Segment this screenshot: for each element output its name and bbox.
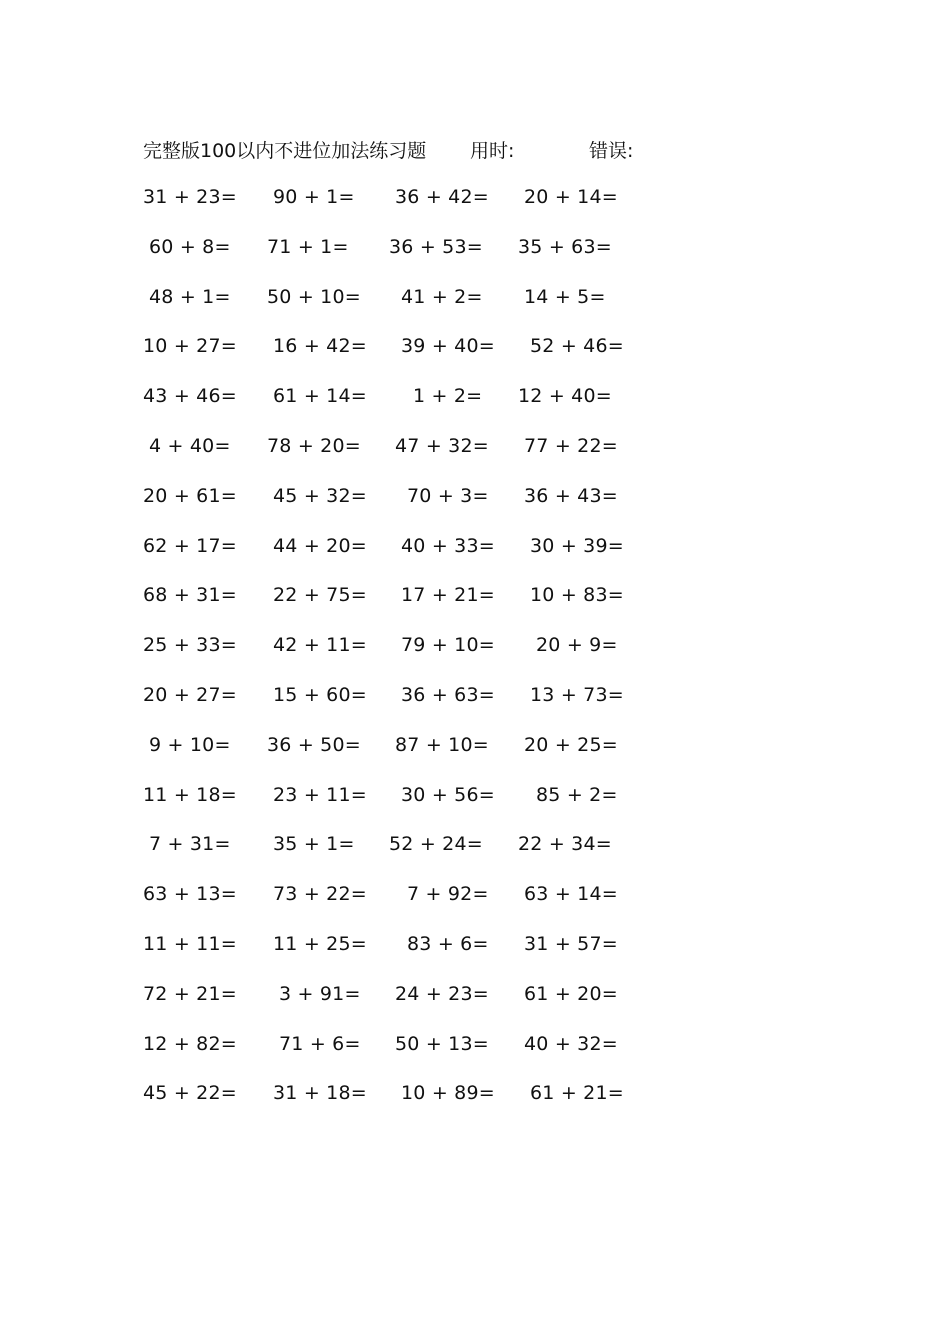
addition-problem: 41 + 2= [401,285,483,308]
problem-row [143,535,643,585]
problem-row [143,1082,643,1132]
problem-row [143,435,643,485]
addition-problem: 52 + 24= [389,833,483,856]
problem-row [143,933,643,983]
addition-problem: 22 + 75= [273,584,367,607]
addition-problem: 16 + 42= [273,335,367,358]
addition-problem: 20 + 14= [524,186,618,208]
addition-problem: 31 + 57= [524,932,618,955]
problem-row [143,784,643,834]
addition-problem: 10 + 27= [143,335,237,358]
addition-problem: 36 + 43= [524,484,618,507]
errors-label: 错误: [589,140,634,162]
problem-row [143,684,643,734]
addition-problem: 9 + 10= [149,733,231,756]
addition-problem: 48 + 1= [149,285,231,308]
addition-problem: 17 + 21= [401,584,495,607]
addition-problem: 62 + 17= [143,534,237,557]
addition-problem: 10 + 83= [530,584,624,607]
addition-problem: 12 + 82= [143,1032,237,1055]
addition-problem: 11 + 18= [143,783,237,806]
problem-row [143,335,643,385]
addition-problem: 43 + 46= [143,385,237,408]
addition-problem: 90 + 1= [273,186,355,208]
addition-problem: 83 + 6= [407,932,489,955]
addition-problem: 25 + 33= [143,634,237,657]
addition-problem: 60 + 8= [149,235,231,258]
addition-problem: 36 + 50= [267,733,361,756]
addition-problem: 14 + 5= [524,285,606,308]
addition-problem: 44 + 20= [273,534,367,557]
addition-problem: 1 + 2= [413,385,483,408]
addition-problem: 61 + 20= [524,982,618,1005]
addition-problem: 71 + 1= [267,235,349,258]
addition-problem: 11 + 11= [143,932,237,955]
worksheet-title: 完整版100以内不进位加法练习题 [143,140,427,162]
addition-problem: 22 + 34= [518,833,612,856]
addition-problem: 61 + 14= [273,385,367,408]
addition-problem: 13 + 73= [530,683,624,706]
addition-problem: 24 + 23= [395,982,489,1005]
addition-problem: 36 + 42= [395,186,489,208]
addition-problem: 36 + 53= [389,235,483,258]
addition-problem: 10 + 89= [401,1082,495,1105]
addition-problem: 35 + 1= [273,833,355,856]
addition-problem: 15 + 60= [273,683,367,706]
addition-problem: 12 + 40= [518,385,612,408]
addition-problem: 20 + 9= [536,634,618,657]
addition-problem: 40 + 33= [401,534,495,557]
addition-problem: 77 + 22= [524,434,618,457]
addition-problem: 42 + 11= [273,634,367,657]
time-used-label: 用时: [470,140,515,162]
problem-grid [143,186,643,1132]
addition-problem: 47 + 32= [395,434,489,457]
problem-row [143,983,643,1033]
addition-problem: 39 + 40= [401,335,495,358]
addition-problem: 30 + 56= [401,783,495,806]
addition-problem: 71 + 6= [279,1032,361,1055]
problem-row [143,236,643,286]
addition-problem: 3 + 91= [279,982,361,1005]
addition-problem: 4 + 40= [149,434,231,457]
addition-problem: 78 + 20= [267,434,361,457]
addition-problem: 63 + 14= [524,883,618,906]
addition-problem: 63 + 13= [143,883,237,906]
addition-problem: 31 + 23= [143,186,237,208]
problem-row [143,385,643,435]
addition-problem: 52 + 46= [530,335,624,358]
addition-problem: 20 + 27= [143,683,237,706]
addition-problem: 20 + 25= [524,733,618,756]
problem-row [143,634,643,684]
addition-problem: 30 + 39= [530,534,624,557]
addition-problem: 20 + 61= [143,484,237,507]
addition-problem: 50 + 13= [395,1032,489,1055]
problem-row [143,883,643,933]
addition-problem: 61 + 21= [530,1082,624,1105]
addition-problem: 79 + 10= [401,634,495,657]
addition-problem: 70 + 3= [407,484,489,507]
addition-problem: 50 + 10= [267,285,361,308]
addition-problem: 35 + 63= [518,235,612,258]
addition-problem: 7 + 31= [149,833,231,856]
addition-problem: 40 + 32= [524,1032,618,1055]
addition-problem: 31 + 18= [273,1082,367,1105]
problem-row [143,286,643,336]
problem-row [143,734,643,784]
addition-problem: 45 + 32= [273,484,367,507]
problem-row [143,186,643,236]
problem-row [143,1033,643,1083]
addition-problem: 23 + 11= [273,783,367,806]
addition-problem: 68 + 31= [143,584,237,607]
problem-row [143,833,643,883]
addition-problem: 36 + 63= [401,683,495,706]
addition-problem: 72 + 21= [143,982,237,1005]
addition-problem: 7 + 92= [407,883,489,906]
addition-problem: 11 + 25= [273,932,367,955]
addition-problem: 87 + 10= [395,733,489,756]
addition-problem: 73 + 22= [273,883,367,906]
addition-problem: 85 + 2= [536,783,618,806]
problem-row [143,485,643,535]
addition-problem: 45 + 22= [143,1082,237,1105]
problem-row [143,584,643,634]
